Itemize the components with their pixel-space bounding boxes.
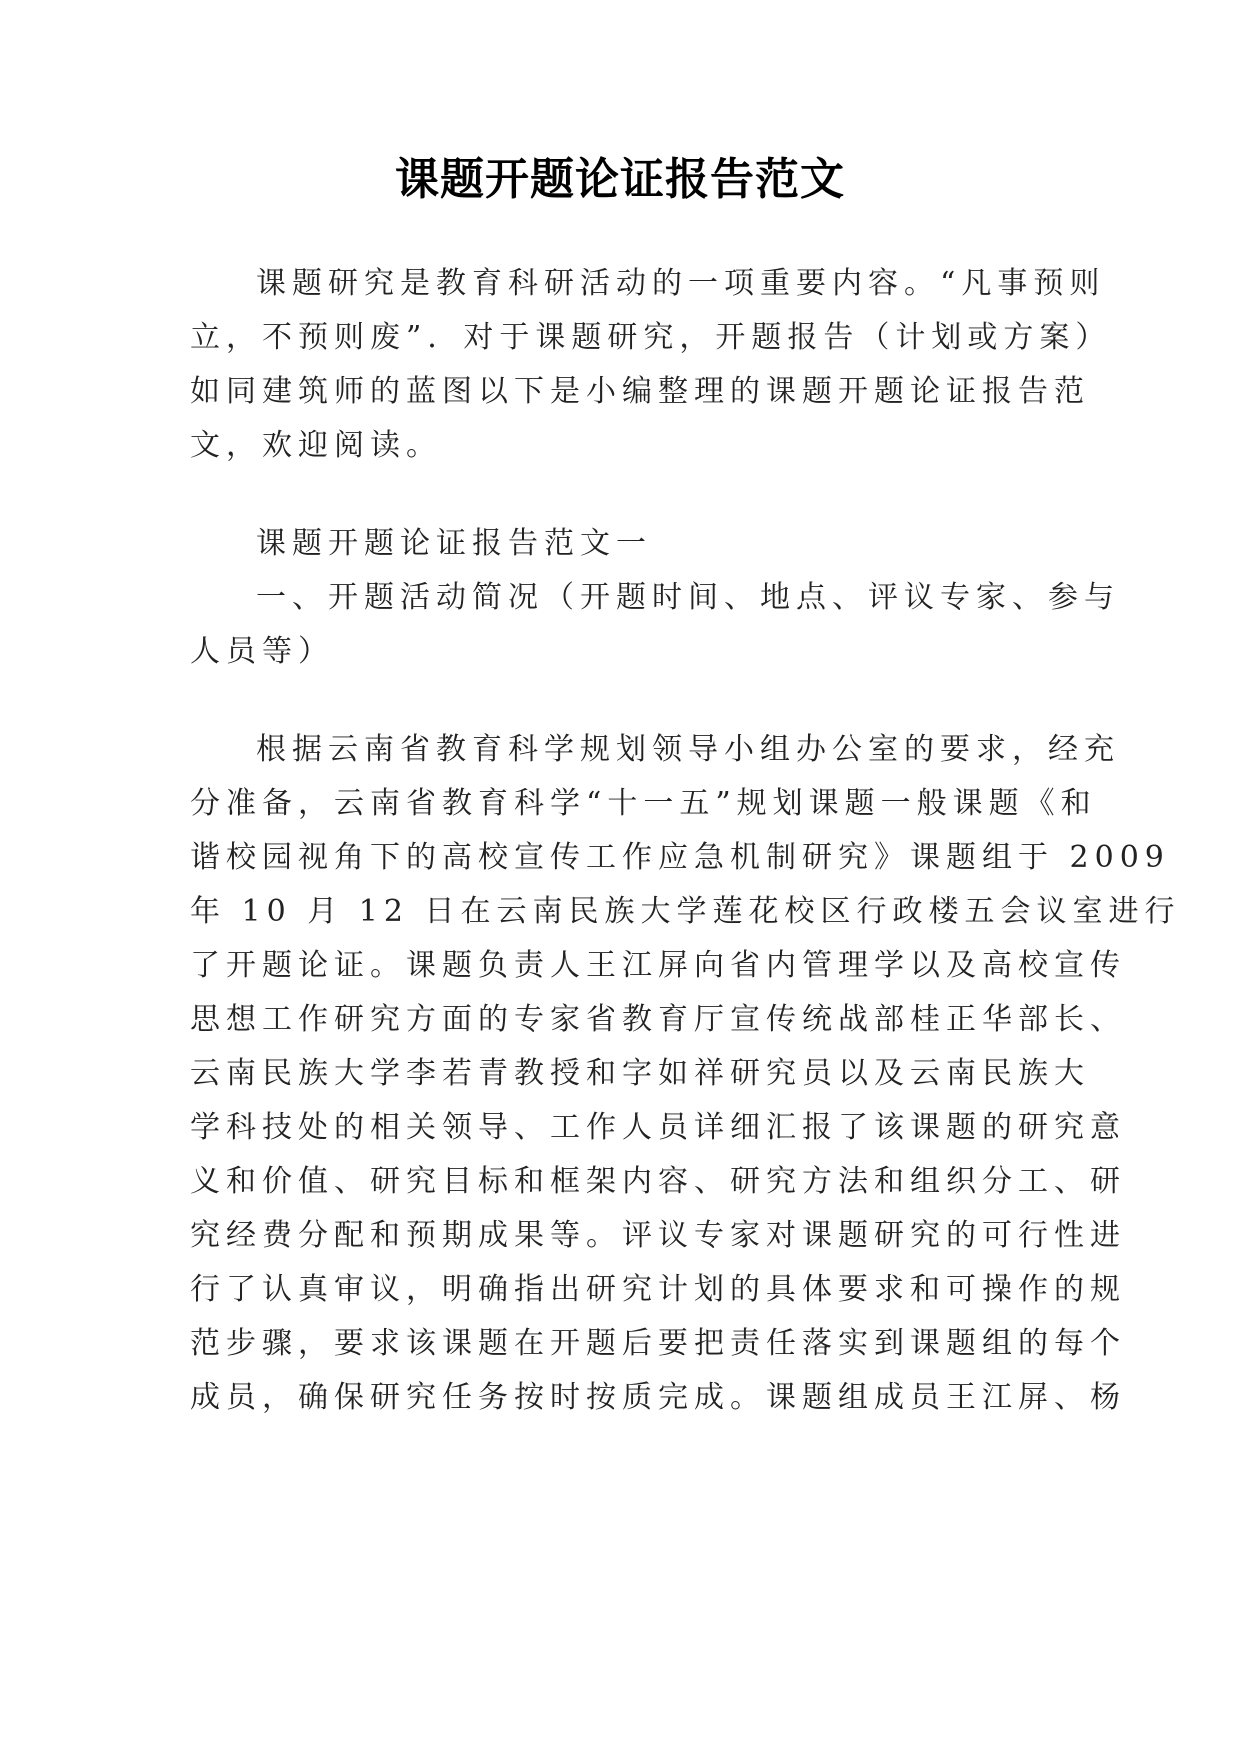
text-line: 学科技处的相关领导、工作人员详细汇报了该课题的研究意 [190,1110,1126,1145]
text-line: 如同建筑师的蓝图以下是小编整理的课题开题论证报告范 [190,374,1090,409]
text-line: 课题研究是教育科研活动的一项重要内容。“凡事预则 [256,266,1106,301]
text-line: 范步骤，要求该课题在开题后要把责任落实到课题组的每个 [190,1326,1126,1361]
text-line: 究经费分配和预期成果等。评议专家对课题研究的可行性进 [190,1218,1126,1253]
text-line: 行了认真审议，明确指出研究计划的具体要求和可操作的规 [190,1272,1126,1307]
text-line: 文，欢迎阅读。 [190,428,442,463]
text-line: 云南民族大学李若青教授和字如祥研究员以及云南民族大 [190,1056,1090,1091]
text-line: 立，不预则废”．对于课题研究，开题报告（计划或方案） [190,320,1112,355]
text-line: 义和价值、研究目标和框架内容、研究方法和组织分工、研 [190,1164,1126,1199]
text-line: 一、开题活动简况（开题时间、地点、评议专家、参与 [256,580,1120,615]
text-line: 人员等） [190,634,334,669]
text-line: 分准备，云南省教育科学“十一五”规划课题一般课题《和 [190,786,1097,821]
text-line: 思想工作研究方面的专家省教育厅宣传统战部桂正华部长、 [190,1002,1126,1037]
document-title: 课题开题论证报告范文 [395,154,845,205]
text-line: 谐校园视角下的高校宣传工作应急机制研究》课题组于 2009 [190,840,1170,875]
section-heading: 课题开题论证报告范文一 [256,526,652,561]
text-line: 成员，确保研究任务按时按质完成。课题组成员王江屏、杨 [190,1380,1126,1415]
text-line: 根据云南省教育科学规划领导小组办公室的要求，经充 [256,732,1120,767]
text-line: 了开题论证。课题负责人王江屏向省内管理学以及高校宣传 [190,948,1126,983]
text-line: 年 10 月 12 日在云南民族大学莲花校区行政楼五会议室进行 [190,894,1181,929]
